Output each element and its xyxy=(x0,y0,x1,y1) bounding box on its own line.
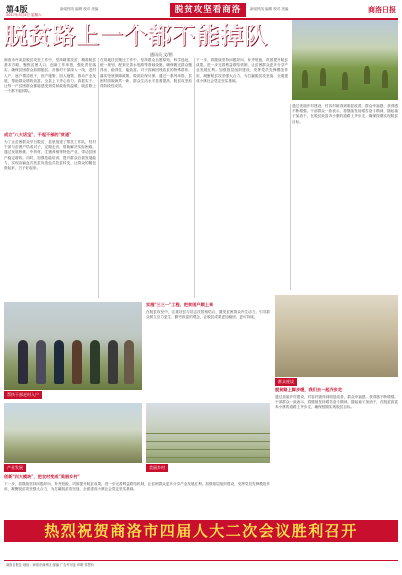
article-column-1b: 为了让贫困群众早日脱贫，县里组建了帮扶工作队，驻村干部与贫困户结成对子，定期走访，帮助解决实际困难。通过发展核桃、中药材、生猪养殖等特色产业，带动贫困户稳定增收。同时，加强技能培训，提升群众自我发展能力，实现由输血式扶贫向造血式扶贫转变，让群众的腰包鼓起来、日子好起来。 xyxy=(4,140,96,171)
group-photo-caption: 帮扶干部走村入户 xyxy=(4,391,42,399)
meeting-photo-caption: 群众座谈 xyxy=(275,378,297,386)
footer-info: 商洛日报社 地址：商洛市商州区 邮编 广告许可证 印刷 零售价 xyxy=(4,560,398,570)
paper-name: 商洛日报 xyxy=(368,5,396,14)
article-column-6: 通过美丽乡村建设，村容村貌得到明显改善，群众幸福感、获得感不断增强。干部群众一致表示，将继续发扬艰苦奋斗精神，撸起袖子加油干，在脱贫致富奔小康的道路上齐步走，确保按期实现脱贫目标。 xyxy=(275,395,398,410)
group-photo xyxy=(4,302,142,390)
orchard-photo xyxy=(4,403,142,463)
byline: 通讯员 文/图 xyxy=(150,52,173,57)
article-column-3: 下一步，将继续坚持问题导向，补齐短板，巩固提升脱贫成果。进一步完善利益联结机制，让贫困群众更多分享产业发展红利。加强基层组织建设，发挥党员先锋模范作用，凝聚脱贫攻坚强大合力，为打赢脱贫攻坚战、全面建成小康社会奠定坚实基础。 xyxy=(196,58,288,83)
section-banner: 脱贫攻坚看商洛 xyxy=(170,3,246,17)
article-column-1: 商洛市丹凤县脱贫攻坚工作中，坚持精准扶贫、精准脱贫基本方略，聚焦贫困人口，创新工作举措，强化责任落实，确保贫困群众如期脱贫。各镇村干部深入一线，进村入户，逐户摸清底子，因户施策，因人施策，推动产业发展，帮助群众增收致富。全县上下齐心协力，真抓实干，让每一户贫困群众都能感受到党和政府的温暖，脱贫路上一个都不能掉队。 xyxy=(4,58,96,94)
column-divider xyxy=(194,58,195,298)
article-bottom-text: 下一步，将继续坚持问题导向，补齐短板，巩固提升脱贫成果。进一步完善利益联结机制，让贫困群众更多分享产业发展红利。加强基层组织建设，发挥党员先锋模范作用，凝聚脱贫攻坚强大合力，为打赢脱贫攻坚战、全面建成小康社会奠定坚实基础。 xyxy=(4,482,270,492)
headline: 脱贫路上一个都不能掉队 xyxy=(4,23,268,49)
article-column-5: 在脱贫攻坚中，注重扶贫与扶志扶智相结合，激发贫困群众内生动力，引导群众树立自力更生、勤劳致富的观念，让脱贫成果更加稳固、更可持续。 xyxy=(146,310,270,320)
article-column-2: 在易地扶贫搬迁工作中，坚持群众自愿原则，科学选址，统一规划，配套完善水电路等基础设施，确保搬迁群众搬得出、稳得住、能致富。对于因病因残致贫的特殊群体，落实兜底保障政策，做到应保尽保。通过一系列举措，贫困村面貌焕然一新，群众生活水平显著提高，脱贫攻坚取得阶段性成效。 xyxy=(100,58,192,89)
field-photo xyxy=(146,403,270,463)
masthead-right-info: 新闻热线 编辑 校对 美编 xyxy=(250,7,289,11)
field-photo-caption: 美丽乡村 xyxy=(146,464,168,472)
subhead-b: 实施"三三一"工程，把贫困户顾上来 xyxy=(146,302,214,307)
article-column-4: 通过美丽乡村建设，村容村貌得到明显改善，群众幸福感、获得感不断增强。干部群众一致表示，将继续发扬艰苦奋斗精神，撸起袖子加油干，在脱贫致富奔小康的道路上齐步走，确保按期实现脱贫目标。 xyxy=(292,104,398,124)
meeting-photo xyxy=(275,295,398,377)
subhead-a: 成立"八大话宝"，干起干部的"贫道" xyxy=(4,132,72,137)
page-number: 第4版 xyxy=(6,4,28,14)
orchard-photo-caption: 产业发展 xyxy=(4,464,26,472)
subhead-c: 创新"四大模块"，把农村变成"美丽乡村" xyxy=(4,474,80,479)
column-divider xyxy=(290,104,291,290)
issue-date: 2017年3月4日 星期六 xyxy=(6,13,42,17)
top-right-photo xyxy=(292,20,398,100)
subhead-d: 脱贫路上脚步缓，我们去一起齐步走 xyxy=(275,387,343,392)
masthead-left-info: 新闻热线 编辑 校对 美编 xyxy=(60,7,99,11)
masthead xyxy=(4,2,398,20)
column-divider xyxy=(98,58,99,298)
congratulations-banner: 热烈祝贺商洛市四届人大二次会议胜利召开 xyxy=(4,520,398,542)
